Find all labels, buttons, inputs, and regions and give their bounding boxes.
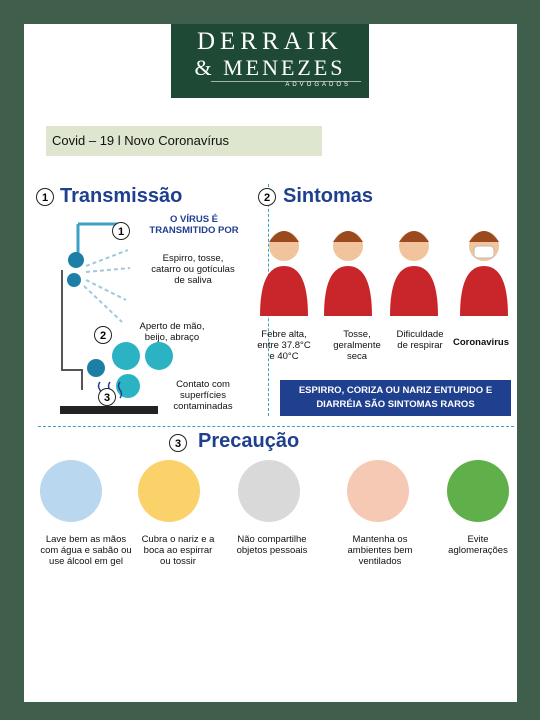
lips-icon bbox=[112, 342, 140, 370]
item-number: 3 bbox=[98, 388, 116, 406]
section-number: 2 bbox=[258, 188, 276, 206]
symptom-label: Dificuldade de respirar bbox=[396, 329, 444, 351]
hug-icon bbox=[145, 342, 173, 370]
wash-hands-icon bbox=[40, 460, 102, 522]
ventilation-icon bbox=[347, 460, 409, 522]
precaution-label: Evite aglomerações bbox=[448, 534, 508, 556]
section-number: 1 bbox=[36, 188, 54, 206]
rare-symptoms-note: ESPIRRO, CORIZA OU NARIZ ENTUPIDO E DIARRÉIA SÃO SINTOMAS RAROS bbox=[280, 380, 511, 416]
virus-label: O VÍRUS É TRANSMITIDO POR bbox=[149, 214, 239, 236]
crowd-icon bbox=[447, 460, 509, 522]
item-text: Contato com superfícies contaminadas bbox=[173, 379, 233, 412]
item-text: Aperto de mão, beijo, abraço bbox=[139, 321, 205, 343]
item-text: Espirro, tosse, catarro ou gotículas de saliva bbox=[151, 253, 235, 286]
logo-line2: & MENEZES bbox=[194, 55, 346, 80]
symptom-people bbox=[256, 220, 516, 320]
item-number: 1 bbox=[112, 222, 130, 240]
section-number: 3 bbox=[169, 434, 187, 452]
section-title-transmissao: Transmissão bbox=[60, 185, 183, 207]
item-number: 2 bbox=[94, 326, 112, 344]
precaution-label: Mantenha os ambientes bem ventilados bbox=[347, 534, 413, 567]
section-title-precaucao: Precaução bbox=[198, 430, 300, 452]
transmission-illustration bbox=[38, 210, 158, 420]
logo-line1: DERRAIK bbox=[196, 28, 344, 55]
symptom-label: Febre alta, entre 37.8°C e 40°C bbox=[257, 329, 311, 362]
page bbox=[24, 24, 517, 702]
no-sharing-icon bbox=[238, 460, 300, 522]
symptom-label: Coronavirus bbox=[453, 337, 509, 348]
divider-horizontal bbox=[38, 426, 514, 427]
symptom-label: Tosse, geralmente seca bbox=[333, 329, 381, 362]
logo-line3: ADVOGADOS bbox=[211, 81, 361, 88]
section-title-sintomas: Sintomas bbox=[283, 185, 374, 207]
precaution-label: Cubra o nariz e a boca ao espirrar ou tossir bbox=[141, 534, 215, 567]
logo bbox=[171, 24, 369, 98]
precaution-label: Não compartilhe objetos pessoais bbox=[236, 534, 308, 556]
precaution-label: Lave bem as mãos com água e sabão ou use álcool em gel bbox=[40, 534, 132, 567]
title-bar: Covid – 19 l Novo Coronavírus bbox=[46, 126, 322, 156]
cover-cough-icon bbox=[138, 460, 200, 522]
